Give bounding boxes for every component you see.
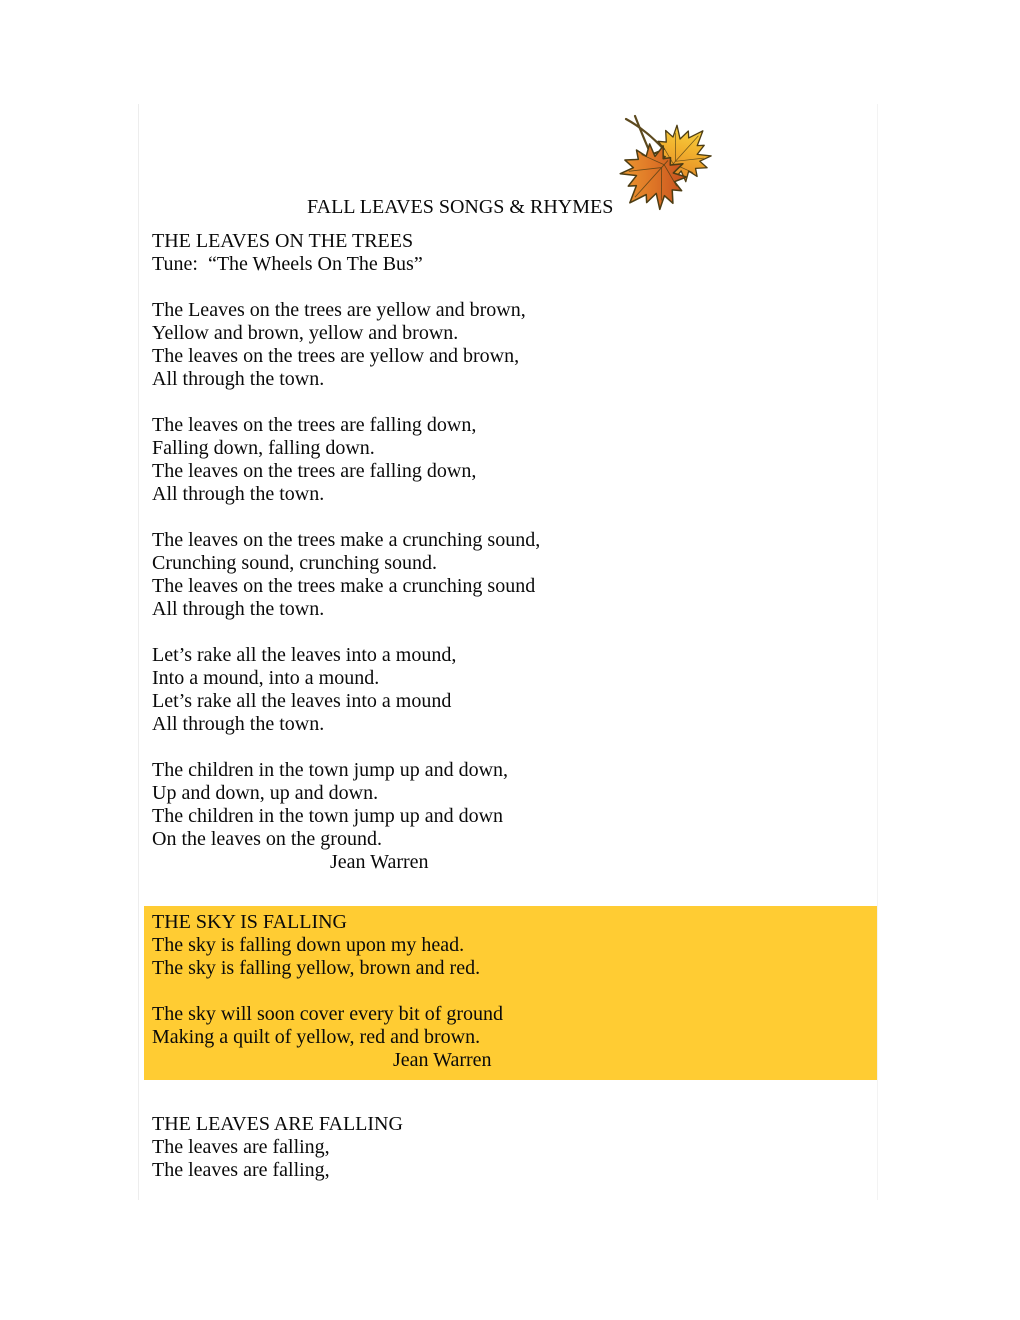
lyric-line: On the leaves on the ground. bbox=[152, 828, 382, 850]
lyric-line: The children in the town jump up and down, bbox=[152, 759, 509, 781]
lyric-line: The sky is falling down upon my head. bbox=[152, 934, 465, 956]
lyric-line: Making a quilt of yellow, red and brown. bbox=[152, 1026, 481, 1048]
lyric-line: Into a mound, into a mound. bbox=[152, 667, 380, 689]
song-section-leaves-on-trees bbox=[152, 230, 712, 874]
maple-leaves-icon bbox=[614, 114, 718, 218]
lyric-line: Let’s rake all the leaves into a mound, bbox=[152, 644, 457, 666]
text-frame-border-right bbox=[877, 104, 878, 1200]
lyric-line: All through the town. bbox=[152, 713, 325, 735]
song-section-sky-is-falling bbox=[144, 906, 877, 1080]
song-section-leaves-are-falling bbox=[152, 1113, 712, 1182]
verse bbox=[152, 644, 712, 736]
lyric-line: The leaves are falling, bbox=[152, 1136, 330, 1158]
attribution: Jean Warren bbox=[393, 1049, 492, 1071]
text-frame-border-left bbox=[138, 104, 139, 1200]
lyric-line: The sky will soon cover every bit of ground bbox=[152, 1003, 504, 1025]
lyric-line: All through the town. bbox=[152, 368, 325, 390]
autumn-leaves-image bbox=[614, 114, 718, 218]
lyric-line: The sky is falling yellow, brown and red. bbox=[152, 957, 481, 979]
tune-line: Tune: “The Wheels On The Bus” bbox=[152, 253, 423, 275]
verse bbox=[152, 1136, 712, 1182]
verse bbox=[152, 299, 712, 391]
lyric-line: Let’s rake all the leaves into a mound bbox=[152, 690, 452, 712]
verse bbox=[152, 529, 712, 621]
lyric-line: All through the town. bbox=[152, 483, 325, 505]
lyric-line: The leaves on the trees are yellow and brown, bbox=[152, 345, 520, 367]
lyric-line: The leaves on the trees are falling down, bbox=[152, 460, 477, 482]
verse bbox=[152, 1003, 867, 1049]
lyric-line: The leaves on the trees make a crunching sound, bbox=[152, 529, 541, 551]
lyric-line: Up and down, up and down. bbox=[152, 782, 379, 804]
lyric-line: Yellow and brown, yellow and brown. bbox=[152, 322, 459, 344]
lyric-line: Crunching sound, crunching sound. bbox=[152, 552, 437, 574]
lyric-line: The Leaves on the trees are yellow and brown, bbox=[152, 299, 526, 321]
lyric-line: Falling down, falling down. bbox=[152, 437, 375, 459]
verse bbox=[152, 934, 867, 980]
song-title: THE SKY IS FALLING bbox=[152, 911, 347, 933]
lyric-line: The leaves on the trees are falling down, bbox=[152, 414, 477, 436]
verse bbox=[152, 414, 712, 506]
lyric-line: The leaves are falling, bbox=[152, 1159, 330, 1181]
verse bbox=[152, 759, 712, 851]
lyric-line: The children in the town jump up and down bbox=[152, 805, 504, 827]
document-title: FALL LEAVES SONGS & RHYMES bbox=[307, 196, 614, 218]
song-title: THE LEAVES ARE FALLING bbox=[152, 1113, 403, 1135]
lyric-line: All through the town. bbox=[152, 598, 325, 620]
lyric-line: The leaves on the trees make a crunching sound bbox=[152, 575, 536, 597]
attribution: Jean Warren bbox=[330, 851, 429, 873]
song-title: THE LEAVES ON THE TREES bbox=[152, 230, 414, 252]
